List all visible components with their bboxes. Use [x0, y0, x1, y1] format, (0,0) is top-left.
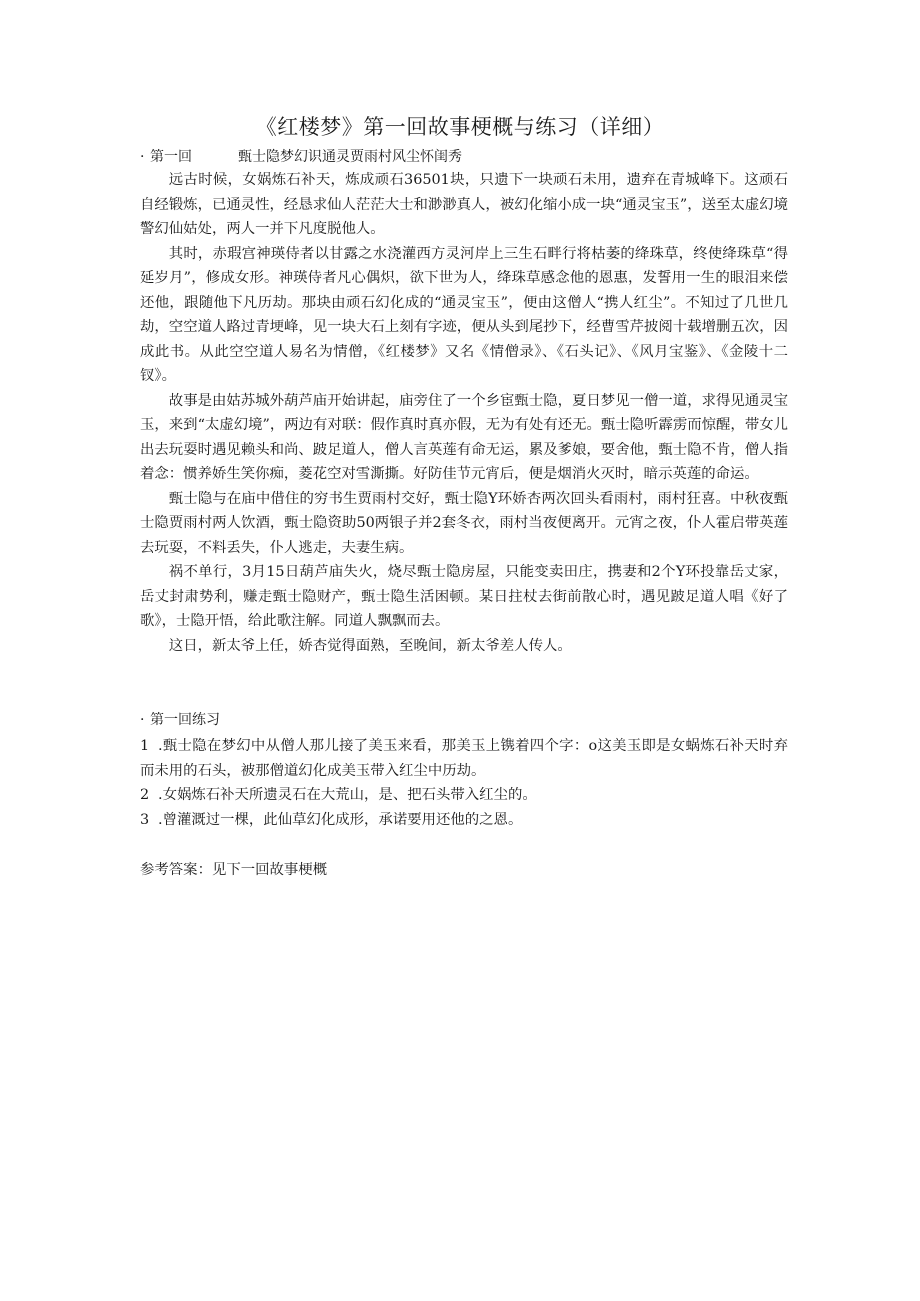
document-title: 《红楼梦》第一回故事梗概与练习（详细） [255, 115, 665, 139]
exercise-item [140, 808, 788, 833]
exercise-text: .女娲炼石补天所遗灵石在大荒山，是、把石头带入红尘的。 [158, 787, 537, 803]
chapter-heading [140, 146, 462, 168]
summary-paragraph: 祸不单行，3月15日葫芦庙失火，烧尽甄士隐房屋，只能变卖田庄，携妻和2个Y环投靠岳丈家，岳丈封肃势利，赚走甄士隐财产，甄士隐生活困顿。某日拄杖去街前散心时，遇见跛足道人唱《好了歌》，士隐开悟，给此歌注解。同道人飘飘而去。 [140, 564, 788, 629]
summary-paragraph: 这日，新太爷上任，娇杏觉得面熟，至晚间，新太爷差人传人。 [168, 637, 572, 654]
summary-paragraph: 故事是由姑苏城外葫芦庙开始讲起，庙旁住了一个乡宦甄士隐，夏日梦见一僧一道，求得见通灵宝玉，来到“太虚幻境”，两边有对联：假作真时真亦假，无为有处有还无。甄士隐听霹雳而惊醒，带女儿出去玩耍时遇见赖头和尚、跛足道人，僧人言英莲有命无运，累及爹娘，要舍他，甄士隐不肯，僧人指着念：惯养娇生笑你痴，菱花空对雪澌撕。好防佳节元宵后，便是烟消火灭时，暗示英莲的命运。 [140, 392, 788, 482]
chapter-subtitle: 甄士隐梦幻识通灵贾雨村风尘怀闺秀 [238, 149, 462, 165]
exercise-number: 3 [140, 811, 150, 828]
exercise-item [140, 734, 788, 783]
exercise-text: .甄士隐在梦幻中从僧人那儿接了美玉来看，那美玉上镌着四个字：o这美玉即是女蜗炼石补天时弃而未用的石头，被那僧道幻化成美玉带入红尘中历劫。 [140, 738, 788, 779]
exercise-label: 第一回练习 [150, 712, 220, 728]
summary-paragraph: 远古时候，女娲炼石补天，炼成顽石36501块，只遗下一块顽石未用，遗弃在青城峰下。这顽石自经锻炼，已通灵性，经恳求仙人茫茫大士和渺渺真人，被幻化缩小成一块“通灵宝玉”，送至太虚幻境警幻仙姑处，两人一并下凡度脱他人。 [140, 172, 788, 237]
chapter-bullet: · [140, 149, 145, 165]
summary-paragraph: 甄士隐与在庙中借住的穷书生贾雨村交好，甄士隐Y环娇杏两次回头看雨村，雨村狂喜。中秋夜甄士隐贾雨村两人饮酒，甄士隐资助50两银子并2套冬衣，雨村当夜便离开。元宵之夜，仆人霍启带英莲去玩耍，不料丢失，仆人逃走，夫妻生病。 [140, 490, 788, 556]
answer-reference: 参考答案：见下一回故事梗概 [140, 862, 328, 878]
exercise-number: 2 [140, 787, 150, 803]
exercise-heading [140, 709, 220, 731]
exercise-item [140, 783, 788, 808]
summary-body [140, 168, 788, 658]
exercise-text: .曾灌溉过一棵，此仙草幻化成形，承诺要用还他的之恩。 [158, 811, 523, 828]
exercise-bullet: · [140, 712, 145, 728]
chapter-label: 第一回 [150, 149, 192, 165]
summary-paragraph: 其时，赤瑕宫神瑛侍者以甘露之水浇灌西方灵河岸上三生石畔行将枯萎的绛珠草，终使绛珠草“得延岁月”，修成女形。神瑛侍者凡心偶炽，欲下世为人，绛珠草感念他的恩惠，发誓用一生的眼泪来偿还他，跟随他下凡历劫。那块由顽石幻化成的“通灵宝玉”，便由这僧人“携人红尘”。不知过了几世几劫，空空道人路过青埂峰，见一块大石上刻有字迹，便从头到尾抄下，经曹雪芹披阅十载增删五次，因成此书。从此空空道人易名为情僧，《红楼梦》又名《情僧录》、《石头记》、《风月宝鉴》、《金陵十二钗》。 [140, 245, 788, 384]
exercise-number: 1 [140, 738, 150, 754]
exercise-list [140, 734, 788, 832]
